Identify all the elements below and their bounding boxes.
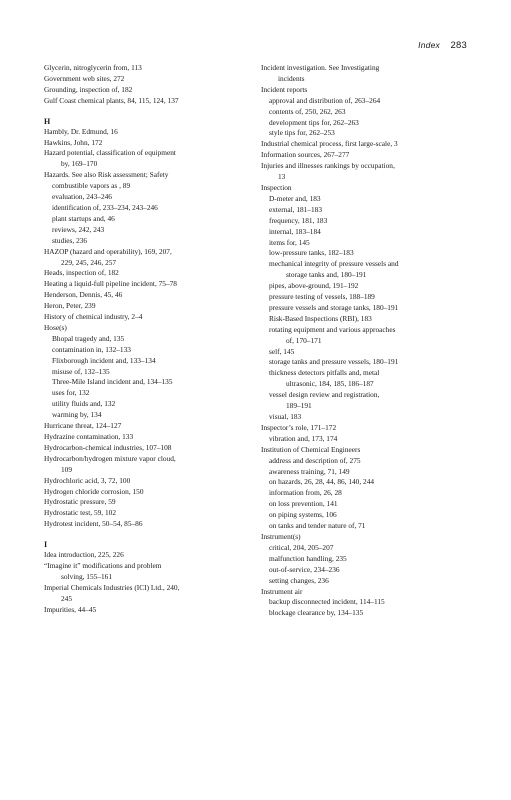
- index-entry: Gulf Coast chemical plants, 84, 115, 124, 137: [44, 95, 179, 105]
- index-subentry: external, 181–183: [269, 204, 323, 214]
- index-entry-continuation: 229, 245, 246, 257: [61, 257, 117, 267]
- index-subentry: uses for, 132: [52, 388, 90, 398]
- index-subentry: misuse of, 132–135: [52, 366, 110, 376]
- index-subentry: rotating equipment and various approaches: [269, 324, 396, 334]
- index-subentry: visual, 183: [269, 412, 302, 421]
- index-entry: Impurities, 44–45: [44, 604, 97, 614]
- index-subentry: evaluation, 243–246: [52, 192, 112, 202]
- index-subentry: on hazards, 26, 28, 44, 86, 140, 244: [269, 477, 375, 487]
- index-entry: Heads, inspection of, 182: [44, 268, 119, 278]
- index-entry: “Imagine it” modifications and problem: [44, 561, 162, 571]
- index-subentry: Risk-Based Inspections (RBI), 183: [269, 313, 372, 323]
- index-subentry: contents of, 250, 262, 263: [269, 106, 346, 116]
- index-entry: Hose(s): [44, 322, 67, 332]
- index-entry: Idea introduction, 225, 226: [44, 550, 124, 560]
- index-subentry: address and description of, 275: [269, 455, 361, 465]
- page-number: 283: [450, 40, 467, 51]
- index-entry-continuation: 13: [278, 172, 286, 182]
- index-entry: Hazard potential, classification of equipment: [44, 148, 176, 158]
- index-subentry: items for, 145: [269, 237, 310, 247]
- index-entry: Hydrazine contamination, 133: [44, 432, 134, 441]
- index-subentry: thickness detectors pitfalls and, metal: [269, 368, 380, 378]
- index-entry: Hydrochloric acid, 3, 72, 100: [44, 475, 131, 485]
- index-subentry: pressure vessels and storage tanks, 180–191: [269, 302, 399, 312]
- index-subentry: frequency, 181, 183: [269, 215, 328, 225]
- index-subentry: plant startups and, 46: [52, 213, 115, 223]
- index-entry: Hazards. See also Risk assessment; Safety: [44, 170, 169, 180]
- index-entry-continuation: by, 169–170: [61, 159, 98, 169]
- index-subentry: information from, 26, 28: [269, 488, 342, 498]
- index-entry: Industrial chemical process, first large-scale, 3: [261, 139, 398, 149]
- index-subentry: awareness training, 71, 149: [269, 466, 350, 476]
- section-title: Index: [418, 40, 440, 50]
- index-subentry: malfunction handling, 235: [269, 553, 347, 563]
- index-subentry: on tanks and tender nature of, 71: [269, 521, 366, 531]
- index-subentry: identification of, 233–234, 243–246: [52, 202, 158, 212]
- index-subentry-continuation: ultrasonic, 184, 185, 186–187: [286, 379, 374, 389]
- index-entry: Hambly, Dr. Edmund, 16: [44, 126, 118, 136]
- running-head: [418, 40, 467, 51]
- index-subentry: Three-Mile Island incident and, 134–135: [52, 377, 173, 387]
- index-entry: Heron, Peter, 239: [44, 301, 96, 311]
- index-subentry: internal, 183–184: [269, 226, 321, 236]
- index-subentry: vessel design review and registration,: [269, 390, 380, 400]
- index-entry: Instrument air: [261, 586, 303, 596]
- index-entry-continuation: solving, 155–161: [61, 571, 113, 581]
- index-subentry: studies, 236: [52, 235, 88, 245]
- index-column-right: [261, 63, 473, 619]
- index-entry: Grounding, inspection of, 182: [44, 84, 133, 94]
- index-entry: HAZOP (hazard and operability), 169, 207,: [44, 246, 172, 256]
- index-entry: Glycerin, nitroglycerin from, 113: [44, 63, 142, 72]
- section-letter-h: H: [44, 116, 51, 126]
- index-subentry: D-meter and, 183: [269, 193, 321, 203]
- index-column-left: [44, 63, 260, 616]
- index-subentry: out-of-service, 234–236: [269, 564, 340, 574]
- index-subentry: blockage clearance by, 134–135: [269, 608, 364, 618]
- index-entry-continuation: 109: [61, 464, 73, 474]
- index-subentry: pipes, above-ground, 191–192: [269, 281, 359, 291]
- index-subentry: warming by, 134: [52, 410, 102, 420]
- index-subentry: on loss prevention, 141: [269, 499, 338, 509]
- index-entry: Inspection: [261, 182, 292, 192]
- index-entry: Incident reports: [261, 84, 308, 94]
- index-entry-continuation: 245: [61, 593, 73, 603]
- index-entry: Inspector’s role, 171–172: [261, 422, 337, 432]
- index-subentry: self, 145: [269, 346, 295, 356]
- index-subentry: on piping systems, 106: [269, 510, 337, 520]
- index-entry: Henderson, Dennis, 45, 46: [44, 290, 123, 300]
- index-subentry: utility fluids and, 132: [52, 399, 116, 409]
- index-subentry: contamination in, 132–133: [52, 344, 131, 354]
- index-entry: Heating a liquid-full pipeline incident, 75–78: [44, 279, 177, 289]
- index-subentry: storage tanks and pressure vessels, 180–191: [269, 357, 399, 367]
- index-entry: Hydrocarbon-chemical industries, 107–108: [44, 442, 172, 452]
- index-entry: Hawkins, John, 172: [44, 137, 103, 147]
- index-entry: Institution of Chemical Engineers: [261, 444, 361, 454]
- index-subentry: reviews, 242, 243: [52, 224, 105, 234]
- index-entry: Hydrocarbon/hydrogen mixture vapor cloud,: [44, 453, 176, 463]
- index-subentry: low-pressure tanks, 182–183: [269, 248, 354, 258]
- index-subentry: mechanical integrity of pressure vessels and: [269, 259, 399, 269]
- index-entry-continuation: incidents: [278, 73, 305, 83]
- index-subentry: development tips for, 262–263: [269, 117, 359, 127]
- index-entry: Instrument(s): [261, 531, 301, 541]
- index-subentry: critical, 204, 205–207: [269, 542, 334, 552]
- index-subentry: backup disconnected incident, 114–115: [269, 597, 385, 607]
- index-entry: Incident investigation. See Investigating: [261, 63, 380, 72]
- index-entry: Hydrostatic test, 59, 102: [44, 508, 116, 518]
- index-subentry-continuation: 189–191: [286, 401, 312, 411]
- index-subentry-continuation: of, 170–171: [286, 335, 322, 345]
- index-subentry: Bhopal tragedy and, 135: [52, 333, 125, 343]
- index-entry: Hydrogen chloride corrosion, 150: [44, 486, 144, 496]
- index-subentry-continuation: storage tanks and, 180–191: [286, 270, 367, 280]
- index-entry: Information sources, 267–277: [261, 150, 350, 160]
- index-entry: Hurricane threat, 124–127: [44, 421, 122, 431]
- index-entry: Government web sites, 272: [44, 73, 125, 83]
- index-entry: Hydrostatic pressure, 59: [44, 497, 116, 507]
- index-subentry: approval and distribution of, 263–264: [269, 95, 381, 105]
- index-entry: History of chemical industry, 2–4: [44, 312, 143, 322]
- index-subentry: pressure testing of vessels, 188–189: [269, 292, 375, 302]
- index-subentry: vibration and, 173, 174: [269, 433, 338, 443]
- index-subentry: Flixborough incident and, 133–134: [52, 355, 156, 365]
- index-subentry: combustible vapors as , 89: [52, 181, 131, 191]
- section-letter-i: I: [44, 540, 48, 550]
- index-entry: Imperial Chemicals Industries (ICI) Ltd., 240,: [44, 582, 180, 592]
- index-entry: Injuries and illnesses rankings by occupation,: [261, 161, 395, 171]
- index-subentry: style tips for, 262–253: [269, 128, 335, 138]
- index-entry: Hydrotest incident, 50–54, 85–86: [44, 519, 143, 529]
- index-subentry: setting changes, 236: [269, 575, 329, 585]
